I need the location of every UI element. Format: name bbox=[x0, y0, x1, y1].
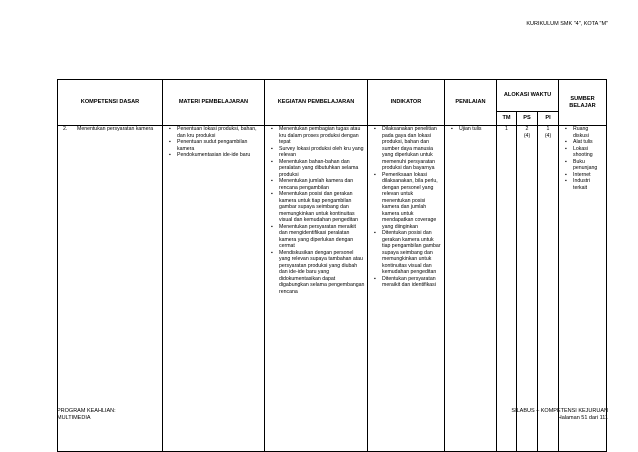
footer-program-name: MULTIMEDIA bbox=[57, 415, 91, 421]
sumber-item: ▪ Ruang diskusi bbox=[573, 126, 604, 139]
kompetensi-text: Menentukan persyaratan kamera bbox=[77, 126, 154, 132]
row-number: 2. bbox=[63, 126, 68, 132]
header-pi: PI bbox=[538, 112, 559, 126]
penilaian-cell bbox=[445, 126, 497, 452]
header-materi: MATERI PEMBELAJARAN bbox=[163, 80, 265, 126]
penilaian-item: ▪ Ujian tulis bbox=[459, 126, 494, 133]
ps-cell bbox=[517, 126, 538, 452]
ps-value: 2 bbox=[525, 126, 529, 132]
footer-program-label: PROGRAM KEAHLIAN: bbox=[57, 408, 116, 414]
ps-sub-value: (4) bbox=[523, 132, 531, 139]
sumber-item: ▪ Lokasi shooting bbox=[573, 146, 604, 159]
pi-value: 1 bbox=[546, 126, 550, 132]
kegiatan-item: ▪ Menentukan jumlah kamera dan rencana pengambilan bbox=[279, 178, 365, 191]
pi-cell bbox=[538, 126, 559, 452]
indikator-item: ▪ Ditentukan persyaratan meraikit dan identifikasi bbox=[382, 276, 442, 289]
kegiatan-item: ▪ Menentukan pembagian tugas atau kru dalam proses produksi dengan tepat bbox=[279, 126, 365, 146]
tm-value: 1 bbox=[505, 126, 508, 132]
kegiatan-cell bbox=[265, 126, 368, 452]
materi-cell bbox=[163, 126, 265, 452]
sumber-item: ▪ Buku penunjang bbox=[573, 159, 604, 172]
kegiatan-item: ▪ Menentukan persyaratan meraikit dan mengidentifikasi peralatan kamera yang diperlukan dengan cermat bbox=[279, 224, 365, 250]
footer-program bbox=[57, 408, 116, 422]
materi-item: ▪ Pendokumentasian ide-ide baru bbox=[177, 152, 262, 159]
header-indikator: INDIKATOR bbox=[368, 80, 445, 126]
sumber-item: ▪ Alat tulis bbox=[573, 139, 604, 146]
kegiatan-item: ▪ Survey lokasi produksi oleh kru yang relevan bbox=[279, 146, 365, 159]
materi-item: ▪ Penentuan sudut pengambilan kamera bbox=[177, 139, 262, 152]
curriculum-header: KURIKULUM SMK "4", KOTA "M" bbox=[526, 21, 608, 27]
sumber-item: ▪ Internet bbox=[573, 172, 604, 179]
kegiatan-item: ▪ Menentukan bahan-bahan dan peralatan yang dibutuhkan selama produksi bbox=[279, 159, 365, 179]
materi-item: ▪ Penentuan lokasi produksi, bahan, dan kru produksi bbox=[177, 126, 262, 139]
table-row bbox=[58, 126, 607, 452]
header-ps: PS bbox=[517, 112, 538, 126]
pi-sub-value: (4) bbox=[544, 132, 552, 139]
footer-page-info bbox=[511, 408, 608, 422]
footer-doc-title: SILABUS – KOMPETENSI KEJURUAN bbox=[511, 408, 608, 414]
indikator-item: ▪ Dilaksanakan penelitian pada gaya dan lokasi produksi, bahan dan sumber daya manusia yang diperlukan untuk memenuhi persyaratan produksi dan bayarnya bbox=[382, 126, 442, 172]
sumber-cell bbox=[559, 126, 607, 452]
kompetensi-cell bbox=[58, 126, 163, 452]
indikator-cell bbox=[368, 126, 445, 452]
kegiatan-item: ▪ Mendiskusikan dengan personel yang relevan supaya tambahan atau persyaratan produksi yang diubah dan ide-ide baru yang didokumentasikan dapat digabungkan selama pengembangan rencana bbox=[279, 250, 365, 296]
header-penilaian: PENILAIAN bbox=[445, 80, 497, 126]
header-tm: TM bbox=[497, 112, 517, 126]
indikator-item: ▪ Ditentukan posisi dan gerakan kamera untuk tiap pengambilan gambar supaya seimbang dan memungkinkan untuk kontinuitas visual dan kemudahan pengeditan bbox=[382, 230, 442, 276]
sumber-item: ▪ Industri terkait bbox=[573, 178, 604, 191]
header-alokasi: ALOKASI WAKTU bbox=[497, 80, 559, 112]
indikator-item: ▪ Pemeriksaan lokasi dilaksanakan, bila perlu, dengan personel yang relevan untuk menentukan posisi kamera dan jumlah kamera untuk mendapatkan coverage yang diinginkan bbox=[382, 172, 442, 231]
syllabus-table bbox=[57, 79, 607, 452]
header-kegiatan: KEGIATAN PEMBELAJARAN bbox=[265, 80, 368, 126]
header-sumber: SUMBER BELAJAR bbox=[559, 80, 607, 126]
kegiatan-item: ▪ Menentukan posisi dan gerakan kamera untuk tiap pengambilan gambar supaya seimbang dan memungkinkan untuk kontinuitas visual dan kemudahan pengeditan bbox=[279, 191, 365, 224]
header-kompetensi: KOMPETENSI DASAR bbox=[58, 80, 163, 126]
footer-page-number: Halaman 51 dari 111 bbox=[557, 415, 608, 421]
tm-cell bbox=[497, 126, 517, 452]
